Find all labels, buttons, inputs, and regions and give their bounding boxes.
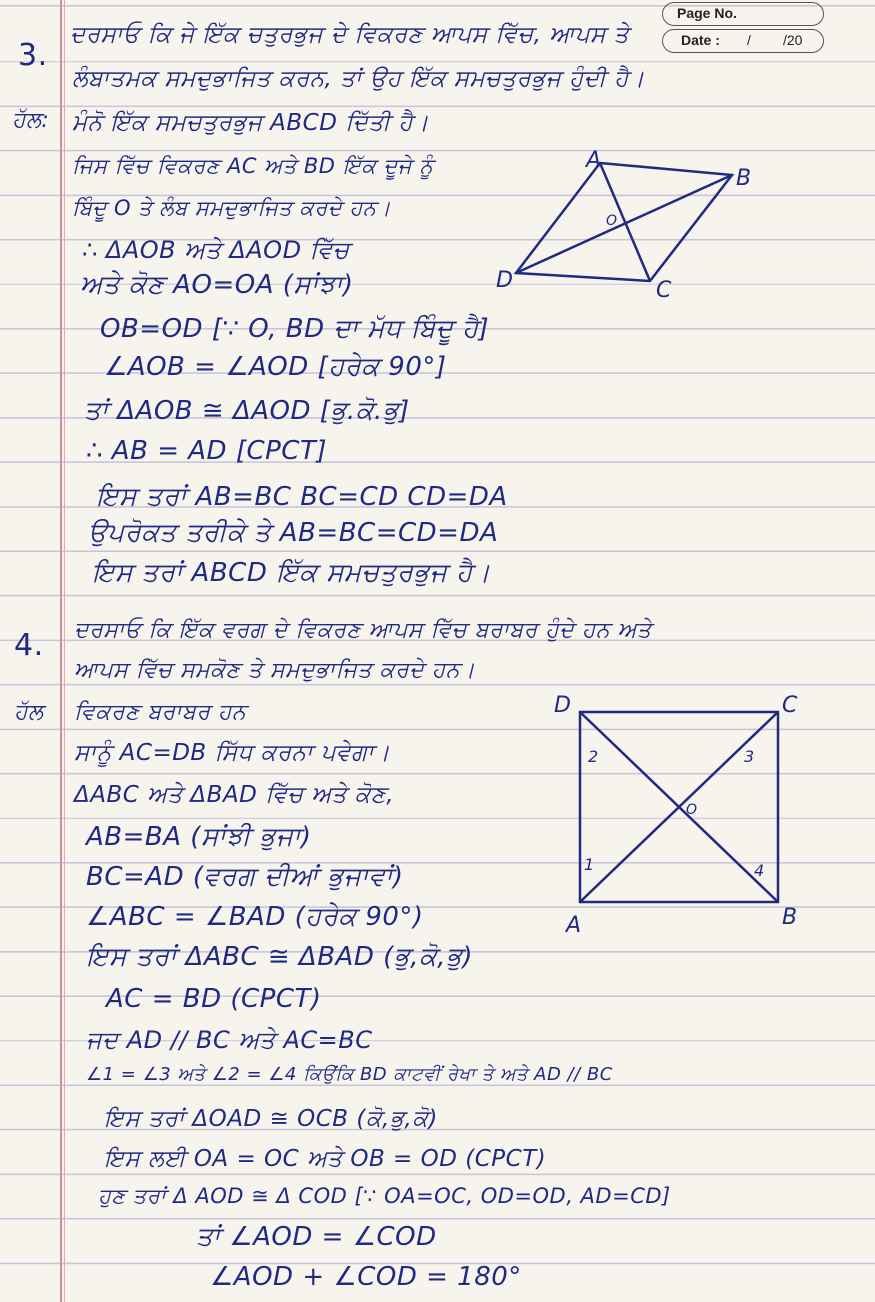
square-figure [548, 692, 818, 942]
center-label-o: O [606, 213, 618, 229]
vertex-label-d: D [496, 268, 513, 293]
q3-line: ∠AOB = ∠AOD [ਹਰੇਕ 90°] [104, 352, 447, 382]
center-label-o: O [686, 802, 698, 818]
date-label: Date : [681, 32, 720, 48]
q4-line: ਇਸ ਲਈ OA = OC ਅਤੇ OB = OD (CPCT) [104, 1146, 547, 1172]
q4-line: ਵਿਕਰਣ ਬਰਾਬਰ ਹਨ [74, 700, 247, 725]
q3-answer-label: ਹੱਲ: [12, 108, 50, 133]
angle-label-1: 1 [584, 855, 595, 874]
q3-line: ਇਸ ਤਰਾਂ AB=BC BC=CD CD=DA [96, 482, 508, 512]
q3-question-line2: ਲੰਬਾਤਮਕ ਸਮਦੁਭਾਜਿਤ ਕਰਨ, ਤਾਂ ਉਹ ਇੱਕ ਸਮਚਤੁਰਭੁਜ ਹੁੰਦੀ ਹੈ। [72, 66, 645, 92]
vertex-label-d: D [554, 693, 571, 718]
rhombus-figure [490, 145, 790, 305]
page-date-box [662, 2, 828, 54]
q4-line: ਇਸ ਤਰਾਂ ΔOAD ≅ OCB (ਕੋ,ਭੁ,ਕੋ) [104, 1106, 438, 1132]
q4-line: ∠1 = ∠3 ਅਤੇ ∠2 = ∠4 ਕਿਉਂਕਿ BD ਕਾਟਵੀਂ ਰੇਖਾ ਤੇ ਅਤੇ AD // BC [86, 1064, 613, 1085]
angle-label-4: 4 [754, 861, 765, 880]
q4-line: BC=AD (ਵਰਗ ਦੀਆਂ ਭੁਜਾਵਾਂ) [86, 862, 404, 892]
vertex-label-b: B [782, 905, 798, 930]
q4-line: ΔABC ਅਤੇ ΔBAD ਵਿੱਚ ਅਤੇ ਕੋਣ, [74, 782, 395, 808]
q4-answer-label: ਹੱਲ [14, 700, 44, 725]
q4-line: ਜਦ AD // BC ਅਤੇ AC=BC [86, 1026, 373, 1054]
q4-line: ∠ABC = ∠BAD (ਹਰੇਕ 90°) [86, 902, 424, 932]
margin-line-inner [64, 0, 65, 1302]
q3-question-line1: ਦਰਸਾਓ ਕਿ ਜੇ ਇੱਕ ਚਤੁਰਭੁਜ ਦੇ ਵਿਕਰਣ ਆਪਸ ਵਿੱਚ, ਆਪਸ ਤੇ [70, 22, 629, 48]
q3-line: ∴ ΔAOB ਅਤੇ ΔAOD ਵਿੱਚ [82, 236, 350, 264]
diagonal-bd [516, 175, 732, 273]
q3-line: ਉਪਰੋਕਤ ਤਰੀਕੇ ਤੇ AB=BC=CD=DA [88, 518, 499, 548]
vertex-label-b: B [736, 166, 752, 191]
vertex-label-c: C [656, 278, 672, 303]
date-field [662, 29, 824, 53]
q4-line: ਹੁਣ ਤਰਾਂ Δ AOD ≅ Δ COD [∵ OA=OC, OD=OD, AD=CD] [98, 1184, 671, 1208]
date-year: /20 [783, 32, 803, 48]
angle-label-3: 3 [744, 747, 755, 766]
q3-line: ਅਤੇ ਕੋਣ AO=OA (ਸਾਂਝਾ) [80, 270, 354, 300]
q3-line: ਇਸ ਤਰਾਂ ABCD ਇੱਕ ਸਮਚਤੁਰਭੁਜ ਹੈ। [92, 558, 491, 588]
q4-line: AB=BA (ਸਾਂਝੀ ਭੁਜਾ) [86, 822, 312, 852]
q3-number: 3. [18, 38, 48, 73]
vertex-label-c: C [782, 693, 798, 718]
q3-line: ਮੰਨੋ ਇੱਕ ਸਮਚਤੁਰਭੁਜ ABCD ਦਿੱਤੀ ਹੈ। [72, 110, 429, 136]
q3-line: ∴ AB = AD [CPCT] [86, 436, 327, 466]
q4-line: ਸਾਨੂੰ AC=DB ਸਿੱਧ ਕਰਨਾ ਪਵੇਗਾ। [74, 740, 391, 766]
margin-line [60, 0, 62, 1302]
angle-label-2: 2 [588, 747, 599, 766]
vertex-label-a: A [566, 913, 582, 938]
q4-line: AC = BD (CPCT) [106, 984, 322, 1014]
q4-line: ਤਾਂ ∠AOD = ∠COD [196, 1222, 437, 1252]
q3-line: ਤਾਂ ΔAOB ≅ ΔAOD [ਭੁ.ਕੋ.ਭੁ] [84, 396, 410, 426]
q3-line: OB=OD [∵ O, BD ਦਾ ਮੱਧ ਬਿੰਦੂ ਹੈ] [100, 314, 490, 344]
q4-line: ਇਸ ਤਰਾਂ ΔABC ≅ ΔBAD (ਭੁ,ਕੋ,ਭੁ) [86, 942, 474, 972]
page-no-label: Page No. [677, 5, 737, 21]
q4-question-line2: ਆਪਸ ਵਿੱਚ ਸਮਕੋਣ ਤੇ ਸਮਦੁਭਾਜਿਤ ਕਰਦੇ ਹਨ। [74, 658, 476, 683]
q4-line: ∠AOD + ∠COD = 180° [210, 1262, 522, 1292]
q3-line: ਬਿੰਦੂ O ਤੇ ਲੰਬ ਸਮਦੁਭਾਜਿਤ ਕਰਦੇ ਹਨ। [72, 196, 392, 220]
page-no-field [662, 2, 824, 26]
q3-line: ਜਿਸ ਵਿੱਚ ਵਿਕਰਣ AC ਅਤੇ BD ਇੱਕ ਦੂਜੇ ਨੂੰ [72, 154, 434, 178]
vertex-label-a: A [586, 148, 602, 173]
q4-number: 4. [14, 628, 44, 663]
q4-question-line1: ਦਰਸਾਓ ਕਿ ਇੱਕ ਵਰਗ ਦੇ ਵਿਕਰਣ ਆਪਸ ਵਿੱਚ ਬਰਾਬਰ ਹੁੰਦੇ ਹਨ ਅਤੇ [74, 618, 652, 643]
date-slash: / [747, 32, 751, 48]
